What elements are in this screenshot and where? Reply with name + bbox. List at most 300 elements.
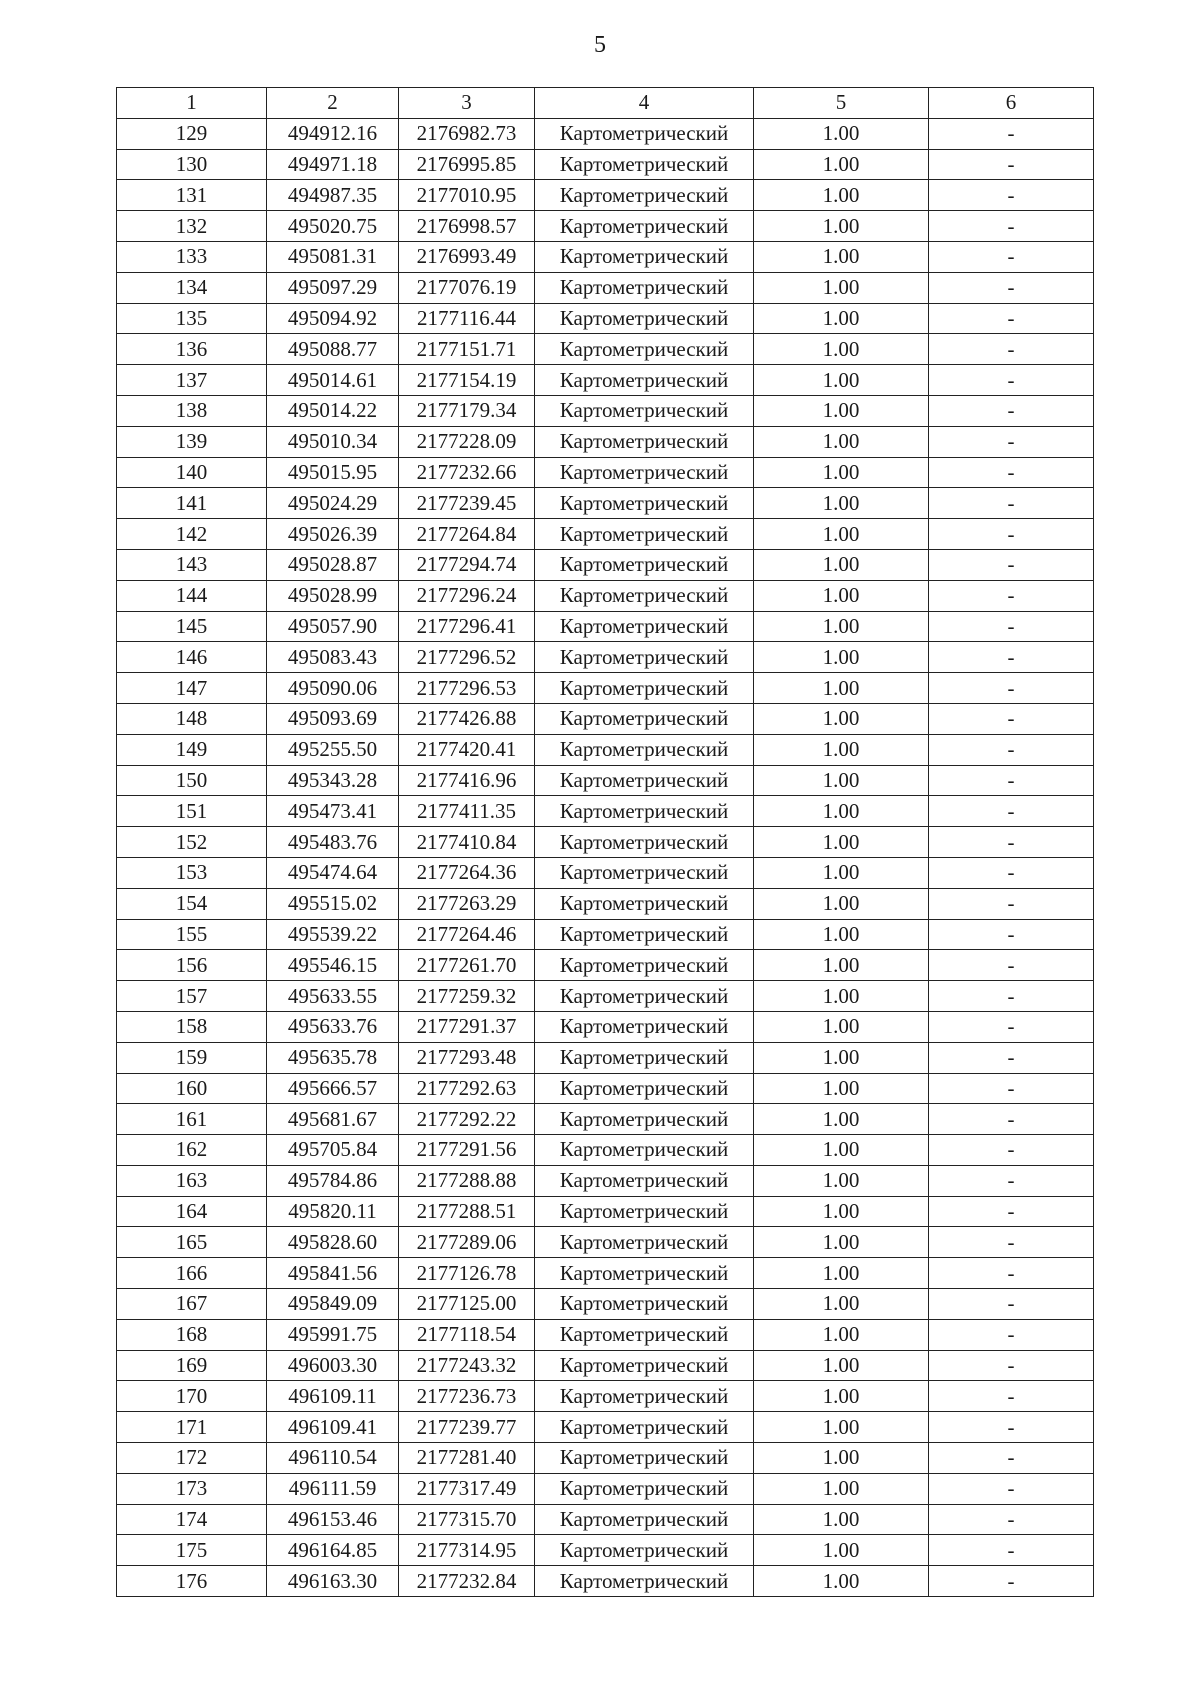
accuracy-cell: 1.00 bbox=[754, 180, 929, 211]
table-row bbox=[117, 241, 1094, 272]
point-number-cell: 129 bbox=[117, 118, 267, 149]
note-cell: - bbox=[929, 395, 1094, 426]
table-row bbox=[117, 365, 1094, 396]
table-row bbox=[117, 734, 1094, 765]
x-coordinate-cell: 495515.02 bbox=[267, 888, 399, 919]
point-number-cell: 166 bbox=[117, 1258, 267, 1289]
point-number-cell: 168 bbox=[117, 1319, 267, 1350]
y-coordinate-cell: 2177264.46 bbox=[399, 919, 535, 950]
method-cell: Картометрический bbox=[535, 519, 754, 550]
y-coordinate-cell: 2176998.57 bbox=[399, 211, 535, 242]
method-cell: Картометрический bbox=[535, 488, 754, 519]
note-cell: - bbox=[929, 1381, 1094, 1412]
accuracy-cell: 1.00 bbox=[754, 1073, 929, 1104]
point-number-cell: 173 bbox=[117, 1473, 267, 1504]
y-coordinate-cell: 2177292.63 bbox=[399, 1073, 535, 1104]
y-coordinate-cell: 2177291.37 bbox=[399, 1011, 535, 1042]
y-coordinate-cell: 2177317.49 bbox=[399, 1473, 535, 1504]
point-number-cell: 154 bbox=[117, 888, 267, 919]
method-cell: Картометрический bbox=[535, 888, 754, 919]
accuracy-cell: 1.00 bbox=[754, 1165, 929, 1196]
method-cell: Картометрический bbox=[535, 1566, 754, 1597]
method-cell: Картометрический bbox=[535, 180, 754, 211]
note-cell: - bbox=[929, 1227, 1094, 1258]
note-cell: - bbox=[929, 888, 1094, 919]
method-cell: Картометрический bbox=[535, 303, 754, 334]
x-coordinate-cell: 495057.90 bbox=[267, 611, 399, 642]
point-number-cell: 146 bbox=[117, 642, 267, 673]
y-coordinate-cell: 2177264.84 bbox=[399, 519, 535, 550]
point-number-cell: 141 bbox=[117, 488, 267, 519]
accuracy-cell: 1.00 bbox=[754, 919, 929, 950]
y-coordinate-cell: 2177410.84 bbox=[399, 827, 535, 858]
table-row bbox=[117, 919, 1094, 950]
table-row bbox=[117, 1011, 1094, 1042]
accuracy-cell: 1.00 bbox=[754, 703, 929, 734]
x-coordinate-cell: 495088.77 bbox=[267, 334, 399, 365]
y-coordinate-cell: 2176995.85 bbox=[399, 149, 535, 180]
note-cell: - bbox=[929, 488, 1094, 519]
point-number-cell: 149 bbox=[117, 734, 267, 765]
x-coordinate-cell: 495483.76 bbox=[267, 827, 399, 858]
x-coordinate-cell: 496153.46 bbox=[267, 1504, 399, 1535]
table-row bbox=[117, 488, 1094, 519]
x-coordinate-cell: 495991.75 bbox=[267, 1319, 399, 1350]
method-cell: Картометрический bbox=[535, 1504, 754, 1535]
x-coordinate-cell: 495081.31 bbox=[267, 241, 399, 272]
y-coordinate-cell: 2177232.84 bbox=[399, 1566, 535, 1597]
note-cell: - bbox=[929, 1566, 1094, 1597]
x-coordinate-cell: 496109.41 bbox=[267, 1412, 399, 1443]
y-coordinate-cell: 2177292.22 bbox=[399, 1104, 535, 1135]
x-coordinate-cell: 495539.22 bbox=[267, 919, 399, 950]
method-cell: Картометрический bbox=[535, 118, 754, 149]
note-cell: - bbox=[929, 1011, 1094, 1042]
point-number-cell: 138 bbox=[117, 395, 267, 426]
x-coordinate-cell: 495635.78 bbox=[267, 1042, 399, 1073]
y-coordinate-cell: 2177118.54 bbox=[399, 1319, 535, 1350]
y-coordinate-cell: 2177288.88 bbox=[399, 1165, 535, 1196]
note-cell: - bbox=[929, 950, 1094, 981]
x-coordinate-cell: 495094.92 bbox=[267, 303, 399, 334]
method-cell: Картометрический bbox=[535, 1289, 754, 1320]
point-number-cell: 171 bbox=[117, 1412, 267, 1443]
point-number-cell: 130 bbox=[117, 149, 267, 180]
y-coordinate-cell: 2177411.35 bbox=[399, 796, 535, 827]
header-cell-4: 4 bbox=[535, 88, 754, 119]
method-cell: Картометрический bbox=[535, 734, 754, 765]
x-coordinate-cell: 495024.29 bbox=[267, 488, 399, 519]
table-row bbox=[117, 1104, 1094, 1135]
accuracy-cell: 1.00 bbox=[754, 888, 929, 919]
point-number-cell: 151 bbox=[117, 796, 267, 827]
note-cell: - bbox=[929, 827, 1094, 858]
accuracy-cell: 1.00 bbox=[754, 211, 929, 242]
method-cell: Картометрический bbox=[535, 149, 754, 180]
x-coordinate-cell: 495020.75 bbox=[267, 211, 399, 242]
point-number-cell: 164 bbox=[117, 1196, 267, 1227]
table-row bbox=[117, 827, 1094, 858]
point-number-cell: 139 bbox=[117, 426, 267, 457]
point-number-cell: 161 bbox=[117, 1104, 267, 1135]
method-cell: Картометрический bbox=[535, 1381, 754, 1412]
table-row bbox=[117, 1289, 1094, 1320]
y-coordinate-cell: 2177116.44 bbox=[399, 303, 535, 334]
x-coordinate-cell: 495015.95 bbox=[267, 457, 399, 488]
point-number-cell: 136 bbox=[117, 334, 267, 365]
accuracy-cell: 1.00 bbox=[754, 1042, 929, 1073]
point-number-cell: 145 bbox=[117, 611, 267, 642]
method-cell: Картометрический bbox=[535, 796, 754, 827]
y-coordinate-cell: 2177261.70 bbox=[399, 950, 535, 981]
method-cell: Картометрический bbox=[535, 1350, 754, 1381]
method-cell: Картометрический bbox=[535, 334, 754, 365]
accuracy-cell: 1.00 bbox=[754, 365, 929, 396]
x-coordinate-cell: 495255.50 bbox=[267, 734, 399, 765]
note-cell: - bbox=[929, 180, 1094, 211]
table-row bbox=[117, 1535, 1094, 1566]
point-number-cell: 175 bbox=[117, 1535, 267, 1566]
y-coordinate-cell: 2177239.45 bbox=[399, 488, 535, 519]
table-row bbox=[117, 272, 1094, 303]
x-coordinate-cell: 496110.54 bbox=[267, 1443, 399, 1474]
header-row bbox=[117, 88, 1094, 119]
y-coordinate-cell: 2177296.41 bbox=[399, 611, 535, 642]
point-number-cell: 143 bbox=[117, 549, 267, 580]
x-coordinate-cell: 496164.85 bbox=[267, 1535, 399, 1566]
x-coordinate-cell: 495028.87 bbox=[267, 549, 399, 580]
point-number-cell: 152 bbox=[117, 827, 267, 858]
accuracy-cell: 1.00 bbox=[754, 1289, 929, 1320]
table-row bbox=[117, 549, 1094, 580]
table-row bbox=[117, 211, 1094, 242]
x-coordinate-cell: 494971.18 bbox=[267, 149, 399, 180]
y-coordinate-cell: 2177010.95 bbox=[399, 180, 535, 211]
accuracy-cell: 1.00 bbox=[754, 519, 929, 550]
point-number-cell: 174 bbox=[117, 1504, 267, 1535]
method-cell: Картометрический bbox=[535, 1473, 754, 1504]
note-cell: - bbox=[929, 1319, 1094, 1350]
table-row bbox=[117, 611, 1094, 642]
x-coordinate-cell: 495841.56 bbox=[267, 1258, 399, 1289]
x-coordinate-cell: 495026.39 bbox=[267, 519, 399, 550]
note-cell: - bbox=[929, 241, 1094, 272]
note-cell: - bbox=[929, 1412, 1094, 1443]
accuracy-cell: 1.00 bbox=[754, 611, 929, 642]
point-number-cell: 165 bbox=[117, 1227, 267, 1258]
y-coordinate-cell: 2177420.41 bbox=[399, 734, 535, 765]
point-number-cell: 153 bbox=[117, 857, 267, 888]
table-row bbox=[117, 1381, 1094, 1412]
accuracy-cell: 1.00 bbox=[754, 827, 929, 858]
y-coordinate-cell: 2177263.29 bbox=[399, 888, 535, 919]
note-cell: - bbox=[929, 703, 1094, 734]
x-coordinate-cell: 496003.30 bbox=[267, 1350, 399, 1381]
x-coordinate-cell: 495633.76 bbox=[267, 1011, 399, 1042]
y-coordinate-cell: 2177126.78 bbox=[399, 1258, 535, 1289]
y-coordinate-cell: 2177293.48 bbox=[399, 1042, 535, 1073]
point-number-cell: 163 bbox=[117, 1165, 267, 1196]
table-row bbox=[117, 1319, 1094, 1350]
accuracy-cell: 1.00 bbox=[754, 1473, 929, 1504]
header-cell-2: 2 bbox=[267, 88, 399, 119]
accuracy-cell: 1.00 bbox=[754, 1319, 929, 1350]
accuracy-cell: 1.00 bbox=[754, 1412, 929, 1443]
accuracy-cell: 1.00 bbox=[754, 857, 929, 888]
y-coordinate-cell: 2177314.95 bbox=[399, 1535, 535, 1566]
x-coordinate-cell: 495784.86 bbox=[267, 1165, 399, 1196]
y-coordinate-cell: 2177239.77 bbox=[399, 1412, 535, 1443]
x-coordinate-cell: 495097.29 bbox=[267, 272, 399, 303]
y-coordinate-cell: 2177232.66 bbox=[399, 457, 535, 488]
x-coordinate-cell: 495473.41 bbox=[267, 796, 399, 827]
note-cell: - bbox=[929, 611, 1094, 642]
accuracy-cell: 1.00 bbox=[754, 1011, 929, 1042]
method-cell: Картометрический bbox=[535, 642, 754, 673]
method-cell: Картометрический bbox=[535, 1042, 754, 1073]
y-coordinate-cell: 2177291.56 bbox=[399, 1135, 535, 1166]
point-number-cell: 147 bbox=[117, 673, 267, 704]
table-row bbox=[117, 1566, 1094, 1597]
point-number-cell: 137 bbox=[117, 365, 267, 396]
method-cell: Картометрический bbox=[535, 673, 754, 704]
method-cell: Картометрический bbox=[535, 1104, 754, 1135]
note-cell: - bbox=[929, 673, 1094, 704]
x-coordinate-cell: 496111.59 bbox=[267, 1473, 399, 1504]
table-row bbox=[117, 1412, 1094, 1443]
method-cell: Картометрический bbox=[535, 1196, 754, 1227]
note-cell: - bbox=[929, 1165, 1094, 1196]
accuracy-cell: 1.00 bbox=[754, 149, 929, 180]
accuracy-cell: 1.00 bbox=[754, 118, 929, 149]
note-cell: - bbox=[929, 1473, 1094, 1504]
method-cell: Картометрический bbox=[535, 1443, 754, 1474]
accuracy-cell: 1.00 bbox=[754, 272, 929, 303]
point-number-cell: 140 bbox=[117, 457, 267, 488]
point-number-cell: 135 bbox=[117, 303, 267, 334]
accuracy-cell: 1.00 bbox=[754, 395, 929, 426]
note-cell: - bbox=[929, 765, 1094, 796]
header-cell-3: 3 bbox=[399, 88, 535, 119]
method-cell: Картометрический bbox=[535, 1165, 754, 1196]
point-number-cell: 172 bbox=[117, 1443, 267, 1474]
point-number-cell: 150 bbox=[117, 765, 267, 796]
accuracy-cell: 1.00 bbox=[754, 1227, 929, 1258]
accuracy-cell: 1.00 bbox=[754, 549, 929, 580]
table-row bbox=[117, 118, 1094, 149]
accuracy-cell: 1.00 bbox=[754, 241, 929, 272]
table-row bbox=[117, 888, 1094, 919]
table-row bbox=[117, 1473, 1094, 1504]
accuracy-cell: 1.00 bbox=[754, 765, 929, 796]
y-coordinate-cell: 2177264.36 bbox=[399, 857, 535, 888]
accuracy-cell: 1.00 bbox=[754, 580, 929, 611]
method-cell: Картометрический bbox=[535, 211, 754, 242]
x-coordinate-cell: 495828.60 bbox=[267, 1227, 399, 1258]
note-cell: - bbox=[929, 211, 1094, 242]
note-cell: - bbox=[929, 1258, 1094, 1289]
note-cell: - bbox=[929, 981, 1094, 1012]
accuracy-cell: 1.00 bbox=[754, 457, 929, 488]
y-coordinate-cell: 2177289.06 bbox=[399, 1227, 535, 1258]
y-coordinate-cell: 2177294.74 bbox=[399, 549, 535, 580]
method-cell: Картометрический bbox=[535, 981, 754, 1012]
note-cell: - bbox=[929, 1104, 1094, 1135]
table-row bbox=[117, 642, 1094, 673]
table-row bbox=[117, 673, 1094, 704]
x-coordinate-cell: 495849.09 bbox=[267, 1289, 399, 1320]
table-row bbox=[117, 857, 1094, 888]
x-coordinate-cell: 495681.67 bbox=[267, 1104, 399, 1135]
method-cell: Картометрический bbox=[535, 857, 754, 888]
x-coordinate-cell: 495083.43 bbox=[267, 642, 399, 673]
y-coordinate-cell: 2176993.49 bbox=[399, 241, 535, 272]
note-cell: - bbox=[929, 426, 1094, 457]
x-coordinate-cell: 495010.34 bbox=[267, 426, 399, 457]
accuracy-cell: 1.00 bbox=[754, 734, 929, 765]
x-coordinate-cell: 495090.06 bbox=[267, 673, 399, 704]
note-cell: - bbox=[929, 549, 1094, 580]
accuracy-cell: 1.00 bbox=[754, 488, 929, 519]
table-row bbox=[117, 457, 1094, 488]
method-cell: Картометрический bbox=[535, 457, 754, 488]
table-row bbox=[117, 796, 1094, 827]
method-cell: Картометрический bbox=[535, 611, 754, 642]
method-cell: Картометрический bbox=[535, 765, 754, 796]
accuracy-cell: 1.00 bbox=[754, 1535, 929, 1566]
note-cell: - bbox=[929, 519, 1094, 550]
y-coordinate-cell: 2177296.52 bbox=[399, 642, 535, 673]
table-body bbox=[117, 118, 1094, 1596]
method-cell: Картометрический bbox=[535, 1011, 754, 1042]
table-row bbox=[117, 1443, 1094, 1474]
accuracy-cell: 1.00 bbox=[754, 1196, 929, 1227]
accuracy-cell: 1.00 bbox=[754, 1135, 929, 1166]
point-number-cell: 158 bbox=[117, 1011, 267, 1042]
point-number-cell: 131 bbox=[117, 180, 267, 211]
y-coordinate-cell: 2177236.73 bbox=[399, 1381, 535, 1412]
y-coordinate-cell: 2177426.88 bbox=[399, 703, 535, 734]
y-coordinate-cell: 2176982.73 bbox=[399, 118, 535, 149]
table-row bbox=[117, 950, 1094, 981]
note-cell: - bbox=[929, 734, 1094, 765]
note-cell: - bbox=[929, 118, 1094, 149]
y-coordinate-cell: 2177296.24 bbox=[399, 580, 535, 611]
method-cell: Картометрический bbox=[535, 365, 754, 396]
point-number-cell: 170 bbox=[117, 1381, 267, 1412]
note-cell: - bbox=[929, 642, 1094, 673]
accuracy-cell: 1.00 bbox=[754, 796, 929, 827]
y-coordinate-cell: 2177243.32 bbox=[399, 1350, 535, 1381]
x-coordinate-cell: 495820.11 bbox=[267, 1196, 399, 1227]
table-row bbox=[117, 1227, 1094, 1258]
method-cell: Картометрический bbox=[535, 1227, 754, 1258]
table-row bbox=[117, 580, 1094, 611]
y-coordinate-cell: 2177125.00 bbox=[399, 1289, 535, 1320]
note-cell: - bbox=[929, 334, 1094, 365]
table-row bbox=[117, 703, 1094, 734]
method-cell: Картометрический bbox=[535, 1412, 754, 1443]
table-row bbox=[117, 765, 1094, 796]
x-coordinate-cell: 496109.11 bbox=[267, 1381, 399, 1412]
x-coordinate-cell: 495028.99 bbox=[267, 580, 399, 611]
point-number-cell: 167 bbox=[117, 1289, 267, 1320]
note-cell: - bbox=[929, 1289, 1094, 1320]
point-number-cell: 144 bbox=[117, 580, 267, 611]
point-number-cell: 169 bbox=[117, 1350, 267, 1381]
table-row bbox=[117, 180, 1094, 211]
table-row bbox=[117, 303, 1094, 334]
accuracy-cell: 1.00 bbox=[754, 1381, 929, 1412]
method-cell: Картометрический bbox=[535, 426, 754, 457]
x-coordinate-cell: 495343.28 bbox=[267, 765, 399, 796]
table-row bbox=[117, 1042, 1094, 1073]
table-row bbox=[117, 334, 1094, 365]
table-row bbox=[117, 1073, 1094, 1104]
method-cell: Картометрический bbox=[535, 1258, 754, 1289]
accuracy-cell: 1.00 bbox=[754, 334, 929, 365]
point-number-cell: 133 bbox=[117, 241, 267, 272]
y-coordinate-cell: 2177288.51 bbox=[399, 1196, 535, 1227]
point-number-cell: 159 bbox=[117, 1042, 267, 1073]
y-coordinate-cell: 2177154.19 bbox=[399, 365, 535, 396]
table-header bbox=[117, 88, 1094, 119]
x-coordinate-cell: 496163.30 bbox=[267, 1566, 399, 1597]
method-cell: Картометрический bbox=[535, 1535, 754, 1566]
y-coordinate-cell: 2177151.71 bbox=[399, 334, 535, 365]
x-coordinate-cell: 494912.16 bbox=[267, 118, 399, 149]
method-cell: Картометрический bbox=[535, 827, 754, 858]
page-number: 5 bbox=[594, 32, 606, 58]
point-number-cell: 160 bbox=[117, 1073, 267, 1104]
point-number-cell: 176 bbox=[117, 1566, 267, 1597]
header-cell-5: 5 bbox=[754, 88, 929, 119]
table-row bbox=[117, 1165, 1094, 1196]
note-cell: - bbox=[929, 857, 1094, 888]
table-row bbox=[117, 519, 1094, 550]
method-cell: Картометрический bbox=[535, 241, 754, 272]
method-cell: Картометрический bbox=[535, 580, 754, 611]
table-row bbox=[117, 395, 1094, 426]
table-row bbox=[117, 426, 1094, 457]
table-row bbox=[117, 1135, 1094, 1166]
point-number-cell: 132 bbox=[117, 211, 267, 242]
note-cell: - bbox=[929, 365, 1094, 396]
x-coordinate-cell: 494987.35 bbox=[267, 180, 399, 211]
accuracy-cell: 1.00 bbox=[754, 1104, 929, 1135]
note-cell: - bbox=[929, 1535, 1094, 1566]
note-cell: - bbox=[929, 1443, 1094, 1474]
accuracy-cell: 1.00 bbox=[754, 950, 929, 981]
x-coordinate-cell: 495666.57 bbox=[267, 1073, 399, 1104]
table-row bbox=[117, 149, 1094, 180]
accuracy-cell: 1.00 bbox=[754, 673, 929, 704]
x-coordinate-cell: 495014.22 bbox=[267, 395, 399, 426]
y-coordinate-cell: 2177259.32 bbox=[399, 981, 535, 1012]
note-cell: - bbox=[929, 457, 1094, 488]
method-cell: Картометрический bbox=[535, 395, 754, 426]
method-cell: Картометрический bbox=[535, 1319, 754, 1350]
accuracy-cell: 1.00 bbox=[754, 426, 929, 457]
y-coordinate-cell: 2177076.19 bbox=[399, 272, 535, 303]
note-cell: - bbox=[929, 1135, 1094, 1166]
point-number-cell: 148 bbox=[117, 703, 267, 734]
note-cell: - bbox=[929, 272, 1094, 303]
point-number-cell: 157 bbox=[117, 981, 267, 1012]
method-cell: Картометрический bbox=[535, 1135, 754, 1166]
y-coordinate-cell: 2177179.34 bbox=[399, 395, 535, 426]
note-cell: - bbox=[929, 1504, 1094, 1535]
